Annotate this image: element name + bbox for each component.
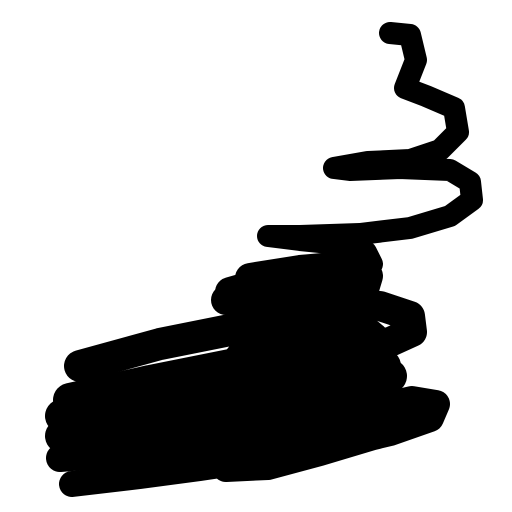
spiral-stroke <box>268 33 472 264</box>
fill-stroke-core-3 <box>260 320 372 340</box>
ink-strokes <box>60 33 472 484</box>
